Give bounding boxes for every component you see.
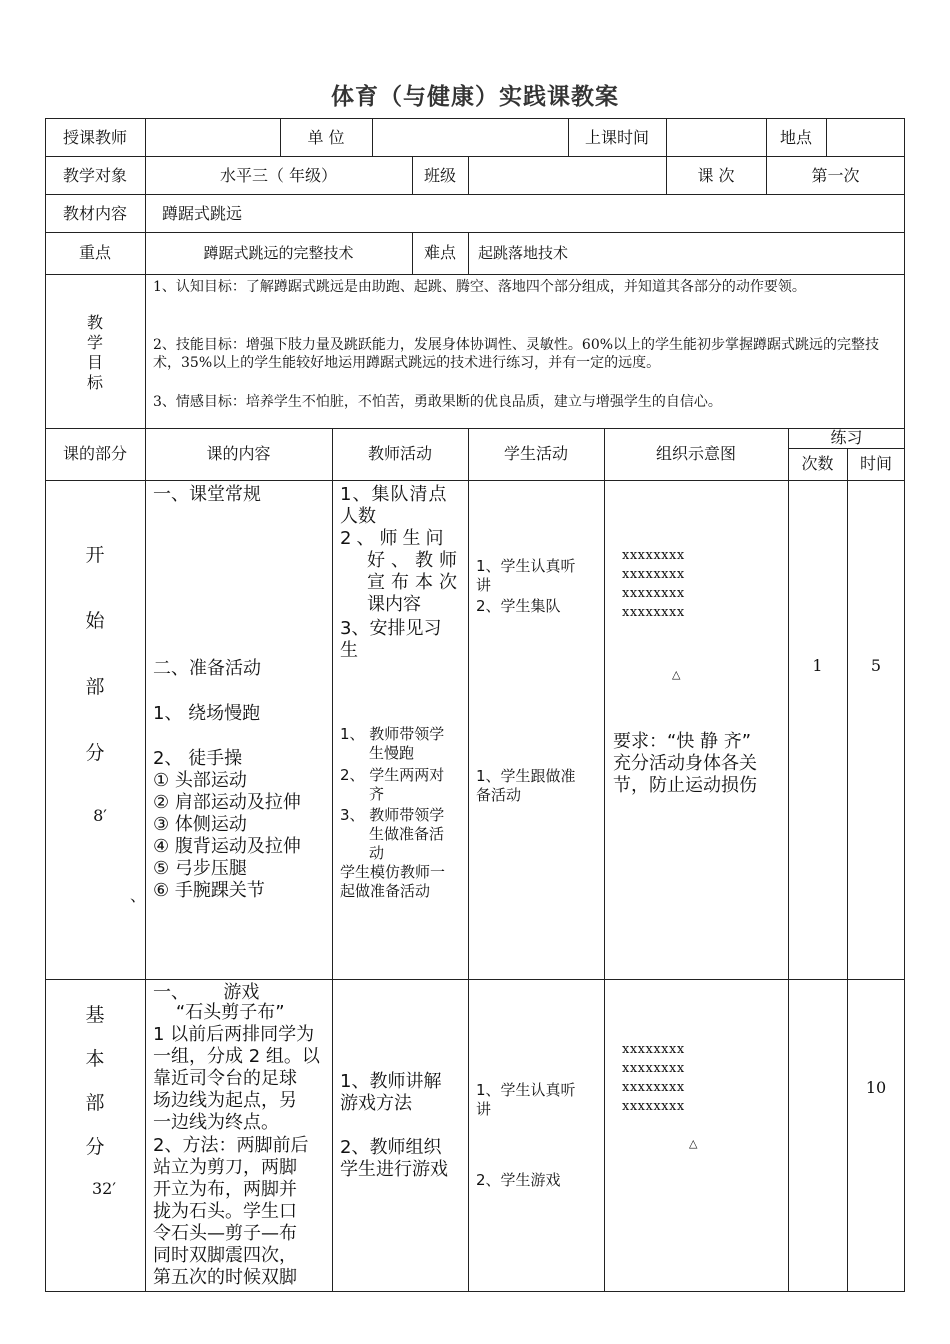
student-activity-line: 讲	[476, 576, 492, 594]
exercise-item: ④ 腹背运动及拉伸	[153, 836, 301, 857]
col-diagram: 组织示意图	[655, 444, 736, 463]
key-value: 蹲踞式跳远的完整技术	[203, 244, 354, 262]
basic-time: 10	[865, 1078, 887, 1097]
session-label: 课 次	[697, 166, 735, 185]
student-activity-line: 2、学生游戏	[476, 1171, 561, 1189]
teacher-activity-line: 人数	[340, 506, 376, 527]
teacher-activity-line: 起做准备活动	[340, 882, 431, 900]
col-divider	[788, 428, 789, 1292]
col-divider	[332, 428, 333, 1292]
requirement-line: 节，防止运动损伤	[613, 775, 757, 796]
teacher-activity-line: 3、 教师带领学	[340, 806, 445, 824]
basic-content-line: “石头剪子布”	[153, 1002, 285, 1023]
teacher-activity-line: 学生模仿教师一	[340, 863, 446, 881]
col-count: 次数	[801, 454, 834, 473]
col-divider	[468, 428, 469, 1292]
student-row: xxxxxxxx	[622, 567, 685, 582]
teacher-activity-line: 1、 教师带领学	[340, 725, 445, 743]
start-char: 分	[85, 742, 105, 764]
basic-char: 本	[85, 1048, 105, 1070]
student-row: xxxxxxxx	[622, 1061, 685, 1076]
goals-label-char: 目	[86, 353, 103, 372]
student-row: xxxxxxxx	[622, 548, 685, 563]
col-divider	[826, 118, 827, 156]
start-char: 开	[85, 544, 105, 566]
time-label: 上课时间	[584, 128, 649, 147]
basic-content-line: 2、方法：两脚前后	[153, 1135, 309, 1156]
start-char: 始	[85, 610, 105, 632]
col-content: 课的内容	[206, 444, 271, 463]
teacher-activity-line: 游戏方法	[340, 1093, 412, 1114]
exercise-item: ③ 体侧运动	[153, 814, 247, 835]
basic-content-line: 第五次的时候双脚	[153, 1267, 297, 1288]
student-row: xxxxxxxx	[622, 605, 685, 620]
basic-char: 分	[85, 1136, 105, 1158]
row-divider	[45, 480, 905, 481]
teacher-label: 授课教师	[62, 128, 127, 147]
warmup-heading: 二、准备活动	[153, 658, 261, 679]
exercise-item: ① 头部运动	[153, 770, 247, 791]
teacher-activity-line: 宣布本次	[367, 572, 463, 593]
teacher-activity-line: 2、教师组织	[340, 1137, 442, 1158]
basic-content-line: 令石头—剪子—布	[153, 1223, 297, 1244]
teacher-activity-line: 学生进行游戏	[340, 1159, 448, 1180]
row-divider	[45, 428, 905, 429]
col-part: 课的部分	[62, 444, 127, 463]
basic-content-line: 拢为石头。学生口	[153, 1201, 297, 1222]
exercise-item: ② 肩部运动及拉伸	[153, 792, 301, 813]
teacher-activity-line: 2、师生问	[340, 528, 449, 549]
teacher-activity-line: 3、安排见习	[340, 618, 442, 639]
start-time: 5	[870, 656, 882, 675]
student-activity-line: 1、学生认真听	[476, 557, 576, 575]
row-divider	[45, 194, 905, 195]
routine-heading: 一、课堂常规	[153, 484, 261, 505]
basic-char: 部	[85, 1092, 105, 1114]
col-divider	[372, 118, 373, 156]
student-activity-line: 1、学生跟做准	[476, 767, 576, 785]
student-activity-line: 备活动	[476, 786, 522, 804]
col-student: 学生活动	[503, 444, 568, 463]
basic-content-line: 场边线为起点，另	[153, 1090, 297, 1111]
student-row: xxxxxxxx	[622, 1099, 685, 1114]
student-activity-line: 2、学生集队	[476, 597, 561, 615]
row-divider	[45, 979, 905, 980]
session-value: 第一次	[811, 166, 860, 185]
col-divider	[666, 118, 667, 156]
basic-content-line: 一、 游戏	[153, 982, 260, 1003]
teacher-activity-line: 生	[340, 640, 358, 661]
target-label: 教学对象	[62, 166, 127, 185]
col-teacher: 教师活动	[367, 444, 432, 463]
col-divider	[468, 156, 469, 194]
teacher-activity-line: 课内容	[367, 594, 421, 615]
basic-duration: 32′	[92, 1179, 116, 1198]
start-mark: 、	[130, 886, 147, 905]
row-divider	[45, 274, 905, 275]
class-label: 班级	[423, 166, 456, 185]
teacher-activity-line: 生做准备活	[369, 825, 445, 843]
start-duration: 8′	[93, 806, 107, 825]
student-row: xxxxxxxx	[622, 586, 685, 601]
exercise-item: ⑥ 手腕踝关节	[153, 880, 265, 901]
difficulty-value: 起跳落地技术	[478, 244, 569, 262]
col-time: 时间	[859, 454, 892, 473]
student-activity-line: 讲	[476, 1100, 492, 1118]
col-divider	[145, 118, 146, 1292]
requirement-line: 要求：“快 静 齐”	[613, 731, 752, 752]
teacher-activity-line: 1、集队清点	[340, 484, 448, 505]
teacher-position-icon: △	[672, 668, 681, 681]
student-row: xxxxxxxx	[622, 1080, 685, 1095]
student-activity-line: 1、学生认真听	[476, 1081, 576, 1099]
col-divider	[604, 428, 605, 1292]
student-row: xxxxxxxx	[622, 1042, 685, 1057]
teacher-activity-line: 2、 学生两两对	[340, 766, 445, 784]
basic-content-line: 靠近司令台的足球	[153, 1068, 297, 1089]
goal-skill: 2、技能目标：增强下肢力量及跳跃能力，发展身体协调性、灵敏性。60%以上的学生能初步掌握蹲踞式跳远的完整技术，35%以上的学生能较好地运用蹲踞式跳远的技术进行练习，并有一定的远度。	[153, 337, 880, 371]
teacher-activity-line: 动	[369, 844, 385, 862]
jog-item: 1、 绕场慢跑	[153, 703, 261, 724]
basic-content-line: 1 以前后两排同学为	[153, 1024, 315, 1045]
goals-label-char: 教	[86, 313, 103, 332]
goals-label-char: 学	[86, 333, 103, 352]
unit-label: 单 位	[307, 128, 345, 147]
basic-char: 基	[85, 1004, 105, 1026]
goal-cognitive: 1、认知目标：了解蹲踞式跳远是由助跑、起跳、腾空、落地四个部分组成，并知道其各部分的动作要领。	[153, 279, 806, 295]
exercise-item: ⑤ 弓步压腿	[153, 858, 247, 879]
basic-content-line: 开立为布，两脚并	[153, 1179, 297, 1200]
teacher-activity-line: 齐	[369, 785, 385, 803]
goal-affective: 3、情感目标：培养学生不怕脏，不怕苦，勇敢果断的优良品质，建立与增强学生的自信心。	[153, 394, 722, 410]
goals-label-char: 标	[86, 373, 103, 392]
teacher-position-icon: △	[689, 1137, 698, 1150]
col-divider	[468, 232, 469, 274]
key-label: 重点	[78, 243, 111, 262]
gym-item: 2、 徒手操	[153, 748, 243, 769]
material-value: 蹲踞式跳远	[162, 204, 243, 223]
start-count: 1	[812, 656, 823, 675]
teacher-activity-line: 好、教师	[367, 550, 463, 571]
requirement-line: 充分活动身体各关	[613, 753, 757, 774]
page-title: 体育（与健康）实践课教案	[331, 84, 619, 110]
location-label: 地点	[779, 128, 812, 147]
col-practice: 练习	[830, 428, 863, 447]
teacher-activity-line: 1、教师讲解	[340, 1071, 442, 1092]
col-divider	[847, 448, 848, 1292]
difficulty-label: 难点	[423, 243, 456, 262]
basic-content-line: 同时双脚震四次，	[153, 1245, 297, 1266]
basic-content-line: 一组，分成 2 组。以	[153, 1046, 320, 1067]
basic-content-line: 站立为剪刀，两脚	[153, 1157, 297, 1178]
row-divider	[45, 156, 905, 157]
basic-content-line: 一边线为终点。	[153, 1112, 279, 1133]
teacher-activity-line: 生慢跑	[369, 744, 415, 762]
row-divider	[45, 232, 905, 233]
target-value: 水平三（ 年级）	[219, 166, 338, 185]
material-label: 教材内容	[62, 204, 127, 223]
start-char: 部	[85, 676, 105, 698]
